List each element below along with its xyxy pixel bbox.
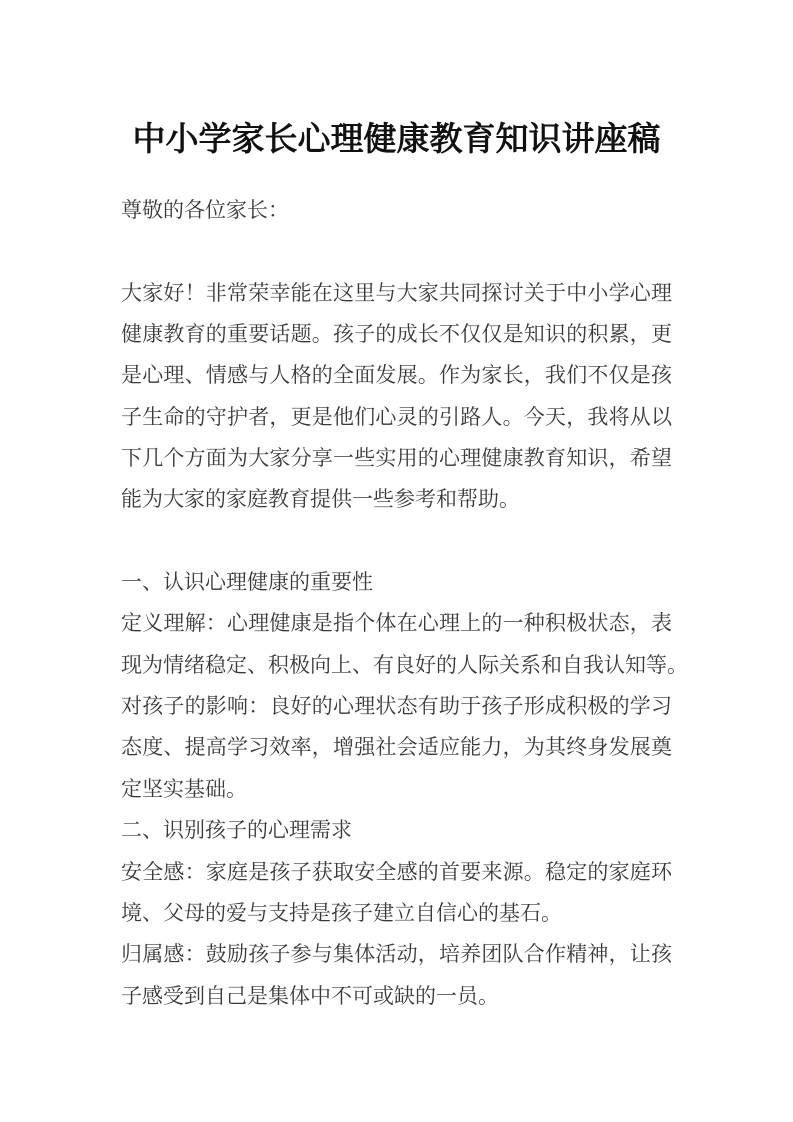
paragraph bbox=[121, 603, 688, 686]
paragraph-line: 下几个方面为大家分享一些实用的心理健康教育知识，希望 bbox=[121, 446, 672, 471]
paragraph-line: 是心理、情感与人格的全面发展。作为家长，我们不仅是孩 bbox=[121, 363, 672, 388]
paragraph-line: 大家好！非常荣幸能在这里与大家共同探讨关于中小学心理 bbox=[121, 280, 672, 305]
heading-line: 二、识别孩子的心理需求 bbox=[121, 818, 352, 843]
paragraph bbox=[121, 934, 672, 1017]
section-heading bbox=[121, 562, 672, 603]
paragraph-line: 对孩子的影响：良好的心理状态有助于孩子形成积极的学习 bbox=[121, 694, 672, 719]
section-heading bbox=[121, 810, 672, 851]
paragraph-line: 子感受到自己是集体中不可或缺的一员。 bbox=[121, 983, 499, 1008]
paragraph-line: 境、父母的爱与支持是孩子建立自信心的基石。 bbox=[121, 900, 562, 925]
heading-line: 一、认识心理健康的重要性 bbox=[121, 570, 373, 595]
paragraph-line: 健康教育的重要话题。孩子的成长不仅仅是知识的积累，更 bbox=[121, 322, 672, 347]
blank-line bbox=[121, 521, 672, 562]
paragraph-line: 现为情绪稳定、积极向上、有良好的人际关系和自我认知等。 bbox=[121, 652, 688, 677]
paragraph-line: 安全感：家庭是孩子获取安全感的首要来源。稳定的家庭环 bbox=[121, 859, 672, 884]
paragraph-line: 能为大家的家庭教育提供一些参考和帮助。 bbox=[121, 487, 520, 512]
paragraph bbox=[121, 686, 672, 810]
paragraph-line: 态度、提高学习效率，增强社会适应能力，为其终身发展奠 bbox=[121, 735, 672, 760]
paragraph-line: 尊敬的各位家长： bbox=[121, 198, 289, 222]
paragraph-line: 定义理解：心理健康是指个体在心理上的一种积极状态，表 bbox=[121, 611, 672, 636]
paragraph bbox=[121, 273, 672, 521]
paragraph-line: 子生命的守护者，更是他们心灵的引路人。今天，我将从以 bbox=[121, 404, 672, 429]
document-body bbox=[121, 190, 688, 1017]
paragraph-line: 定坚实基础。 bbox=[121, 776, 247, 801]
paragraph bbox=[121, 852, 672, 935]
document-title: 中小学家长心理健康教育知识讲座稿 bbox=[132, 122, 661, 158]
blank-line bbox=[121, 231, 672, 272]
paragraph bbox=[121, 190, 672, 231]
paragraph-line: 归属感：鼓励孩子参与集体活动，培养团队合作精神，让孩 bbox=[121, 942, 672, 967]
